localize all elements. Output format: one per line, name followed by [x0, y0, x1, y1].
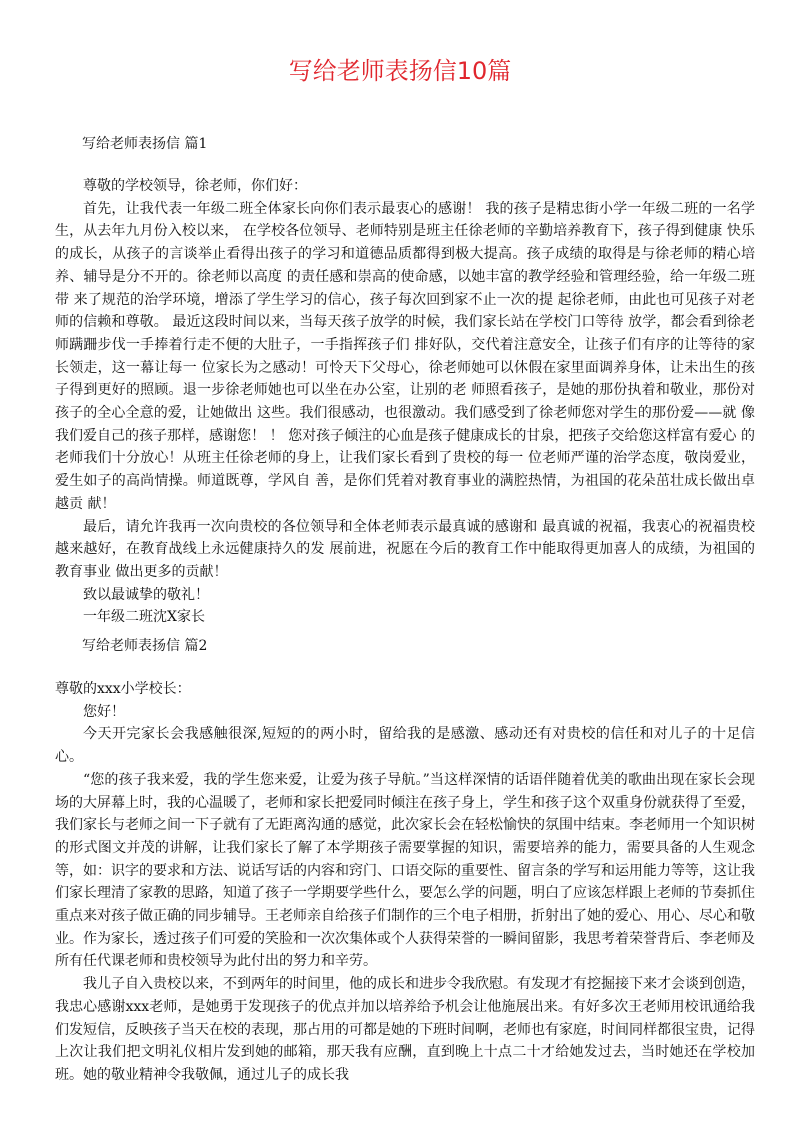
section-2-body	[55, 678, 755, 1087]
salutation-2: 尊敬的xxx小学校长：	[55, 681, 191, 697]
section-1-body	[55, 175, 755, 629]
greeting-line: 您好！	[83, 703, 125, 720]
salutation-1: 尊敬的学校领导，徐老师，你们好：	[83, 178, 307, 194]
section-heading-2: 写给老师表扬信 篇2	[82, 638, 208, 654]
paragraph: “您的孩子我来爱，我的学生您来爱，让爱为孩子导航。”当这样深情的话语伴随着优美的歌曲出现在家长会现场的大屏幕上时，我的心温暖了，老师和家长把爱同时倾注在孩子身上，学生和孩子这个双重身份就获得了至爱，我们家长与老师之间一下子就有了无距离沟通的感觉，此次家长会在轻松愉快的氛围中结束。李老师用一个知识树的形式图文并茂的讲解，让我们家长了解了本学期孩子需要掌握的知识，需要培养的能力，需要具备的人生观念等，如：识字的要求和方法、说话写话的内容和窍门、口语交际的重要性、留言条的学写和运用能力等等，这让我们家长理清了家教的思路，知道了孩子一学期要学些什么，要怎么学的问题，明白了应该怎样跟上老师的节奏抓住重点来对孩子做正确的同步辅导。王老师亲自给孩子们制作的三个电子相册，折射出了她的爱心、用心、尽心和敬业。作为家长，透过孩子们可爱的笑脸和一次次集体或个人获得荣誉的一瞬间留影，我思考着荣誉背后、李老师及所有任代课老师和贵校领导为此付出的努力和辛劳。	[55, 771, 755, 970]
paragraph: 最后，请允许我再一次向贵校的各位领导和全体老师表示最真诚的感谢和 最真诚的祝福，我衷心的祝福贵校越来越好，在教育战线上永远健康持久的发 展前进，祝愿在今后的教育工作中能取得更加喜人的成绩，为祖国的教育事业 做出更多的贡献！	[55, 518, 755, 580]
signature-line: 一年级二班沈X家长	[83, 609, 205, 626]
document-title: 写给老师表扬信10篇	[288, 57, 512, 85]
paragraph: 今天开完家长会我感触很深,短短的的两小时，留给我的是感激、感动还有对贵校的信任和对儿子的十足信心。	[55, 726, 755, 766]
paragraph: 我儿子自入贵校以来，不到两年的时间里，他的成长和进步令我欣慰。有发现才有挖掘接下来才会谈到创造，我忠心感谢xxx老师，是她勇于发现孩子的优点并加以培养给予机会让他施展出来。有好多次王老师用校讯通给我们发短信，反映孩子当天在校的表现，那占用的可都是她的下班时间啊，老师也有家庭，时间同样都很宝贵，记得上次让我们把文明礼仪相片发到她的邮箱，那天我有应酬，直到晚上十点二十才给她发过去，当时她还在学校加班。她的敬业精神令我敬佩，通过儿子的成长我	[55, 976, 755, 1083]
section-heading-1: 写给老师表扬信 篇1	[82, 136, 208, 152]
paragraph: 首先，让我代表一年级二班全体家长向你们表示最衷心的感谢！ 我的孩子是精忠街小学一年级二班的一名学生，从去年九月份入校以来， 在学校各位领导、老师特别是班主任徐老师的辛勤培养教育下，孩子得到健康 快乐的成长，从孩子的言谈举止看得出孩子的学习和道德品质都得到极大提高。孩子成绩的取得是与徐老师的精心培养、辅导是分不开的。徐老师以高度 的责任感和崇高的使命感，以她丰富的教学经验和管理经验，给一年级二班带 来了规范的治学环境，增添了学生学习的信心，孩子每次回到家不止一次的提 起徐老师，由此也可见孩子对老师的信赖和尊敬。 最近这段时间以来，当每天孩子放学的时候，我们家长站在学校门口等待 放学，都会看到徐老师蹒跚步伐一手捧着行走不便的大肚子，一手指挥孩子们 排好队，交代着注意安全，让孩子们有序的让等待的家长领走，这一幕让每一 位家长为之感动！可怜天下父母心，徐老师她可以休假在家里面调养身体，让未出生的孩子得到更好的照顾。退一步徐老师她也可以坐在办公室，让别的老 师照看孩子，是她的那份执着和敬业，那份对孩子的全心全意的爱，让她做出 这些。我们很感动，也很激动。我们感受到了徐老师您对学生的那份爱——就 像我们爱自己的孩子那样，感谢您！ ！ 您对孩子倾注的心血是孩子健康成长的甘泉，把孩子交给您这样富有爱心 的老师我们十分放心！从班主任徐老师的身上，让我们家长看到了贵校的每一 位老师严谨的治学态度，敬岗爱业，爱生如子的高尚情操。师道既尊，学风自 善，是你们凭着对教育事业的满腔热情，为祖国的花朵茁壮成长做出卓越贡 献！	[55, 200, 755, 512]
closing-line: 致以最诚挚的敬礼！	[83, 586, 209, 603]
